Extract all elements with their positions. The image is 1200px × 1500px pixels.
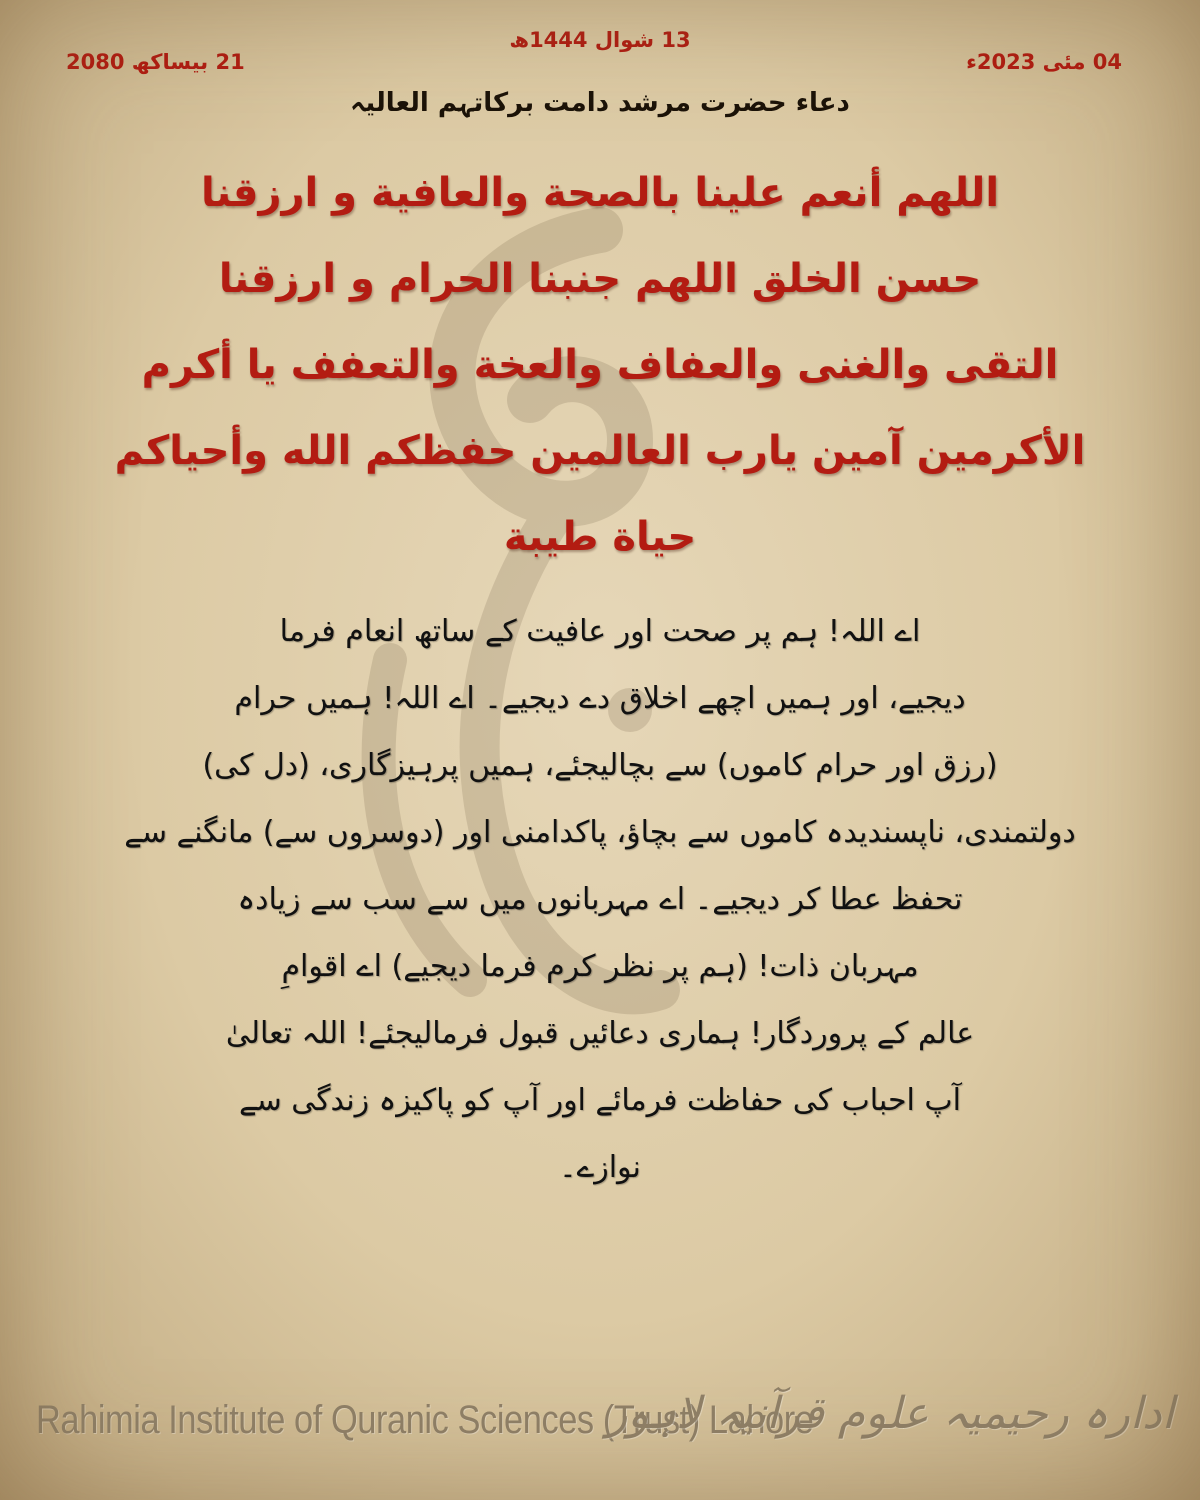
- urdu-line: تحفظ عطا کر دیجیے۔ اے مہربانوں میں سے سب سے زیادہ: [237, 882, 963, 917]
- urdu-line: اے اللہ! ہم پر صحت اور عافیت کے ساتھ انعام فرما: [279, 614, 921, 649]
- page-title: دعاء حضرت مرشد دامت برکاتہم العالیہ: [350, 88, 850, 118]
- hijri-date: 13 شوال 1444ھ: [509, 28, 691, 52]
- urdu-line: دیجیے، اور ہمیں اچھے اخلاق دے دیجیے۔ اے اللہ! ہمیں حرام: [234, 681, 966, 716]
- gregorian-date: 04 مئی 2023ء: [966, 50, 1122, 74]
- urdu-line: عالم کے پروردگار! ہماری دعائیں قبول فرمالیجئے! اللہ تعالیٰ: [225, 1016, 975, 1051]
- institute-name: Rahimia Institute of Quranic Sciences (Trust) Lahore: [36, 1398, 814, 1442]
- arabic-line: التقى والغنى والعفاف والعخة والتعفف يا أكرم: [141, 342, 1059, 388]
- urdu-line: آپ احباب کی حفاظت فرمائے اور آپ کو پاکیزہ زندگی سے: [239, 1083, 961, 1118]
- bikrami-date: 21 بیساکھ 2080: [66, 50, 245, 74]
- arabic-line: الأكرمين آمين يارب العالمين حفظكم الله وأحياكم: [114, 428, 1086, 474]
- urdu-line: (رزق اور حرام کاموں) سے بچالیجئے، ہمیں پرہیزگاری، (دل کی): [202, 748, 998, 783]
- urdu-line: دولتمندی، ناپسندیدہ کاموں سے بچاؤ، پاکدامنی اور (دوسروں سے) مانگنے سے: [124, 815, 1076, 850]
- arabic-line: حياة طيبة: [503, 514, 697, 560]
- footer: [0, 1380, 1200, 1480]
- arabic-line: حسن الخلق اللهم جنبنا الحرام و ارزقنا: [218, 256, 982, 302]
- urdu-line: مہربان ذات! (ہم پر نظر کرم فرما دیجیے) اے اقوامِ: [281, 949, 919, 984]
- urdu-translation: [110, 598, 1090, 1201]
- urdu-line: نوازے۔: [559, 1150, 641, 1185]
- institute-logo: ادارہ رحیمیہ علوم قرآنیہ لاہور: [606, 1388, 1174, 1439]
- arabic-line: اللهم أنعم علينا بالصحة والعافية و ارزقنا: [200, 170, 1000, 216]
- arabic-dua: [90, 150, 1110, 580]
